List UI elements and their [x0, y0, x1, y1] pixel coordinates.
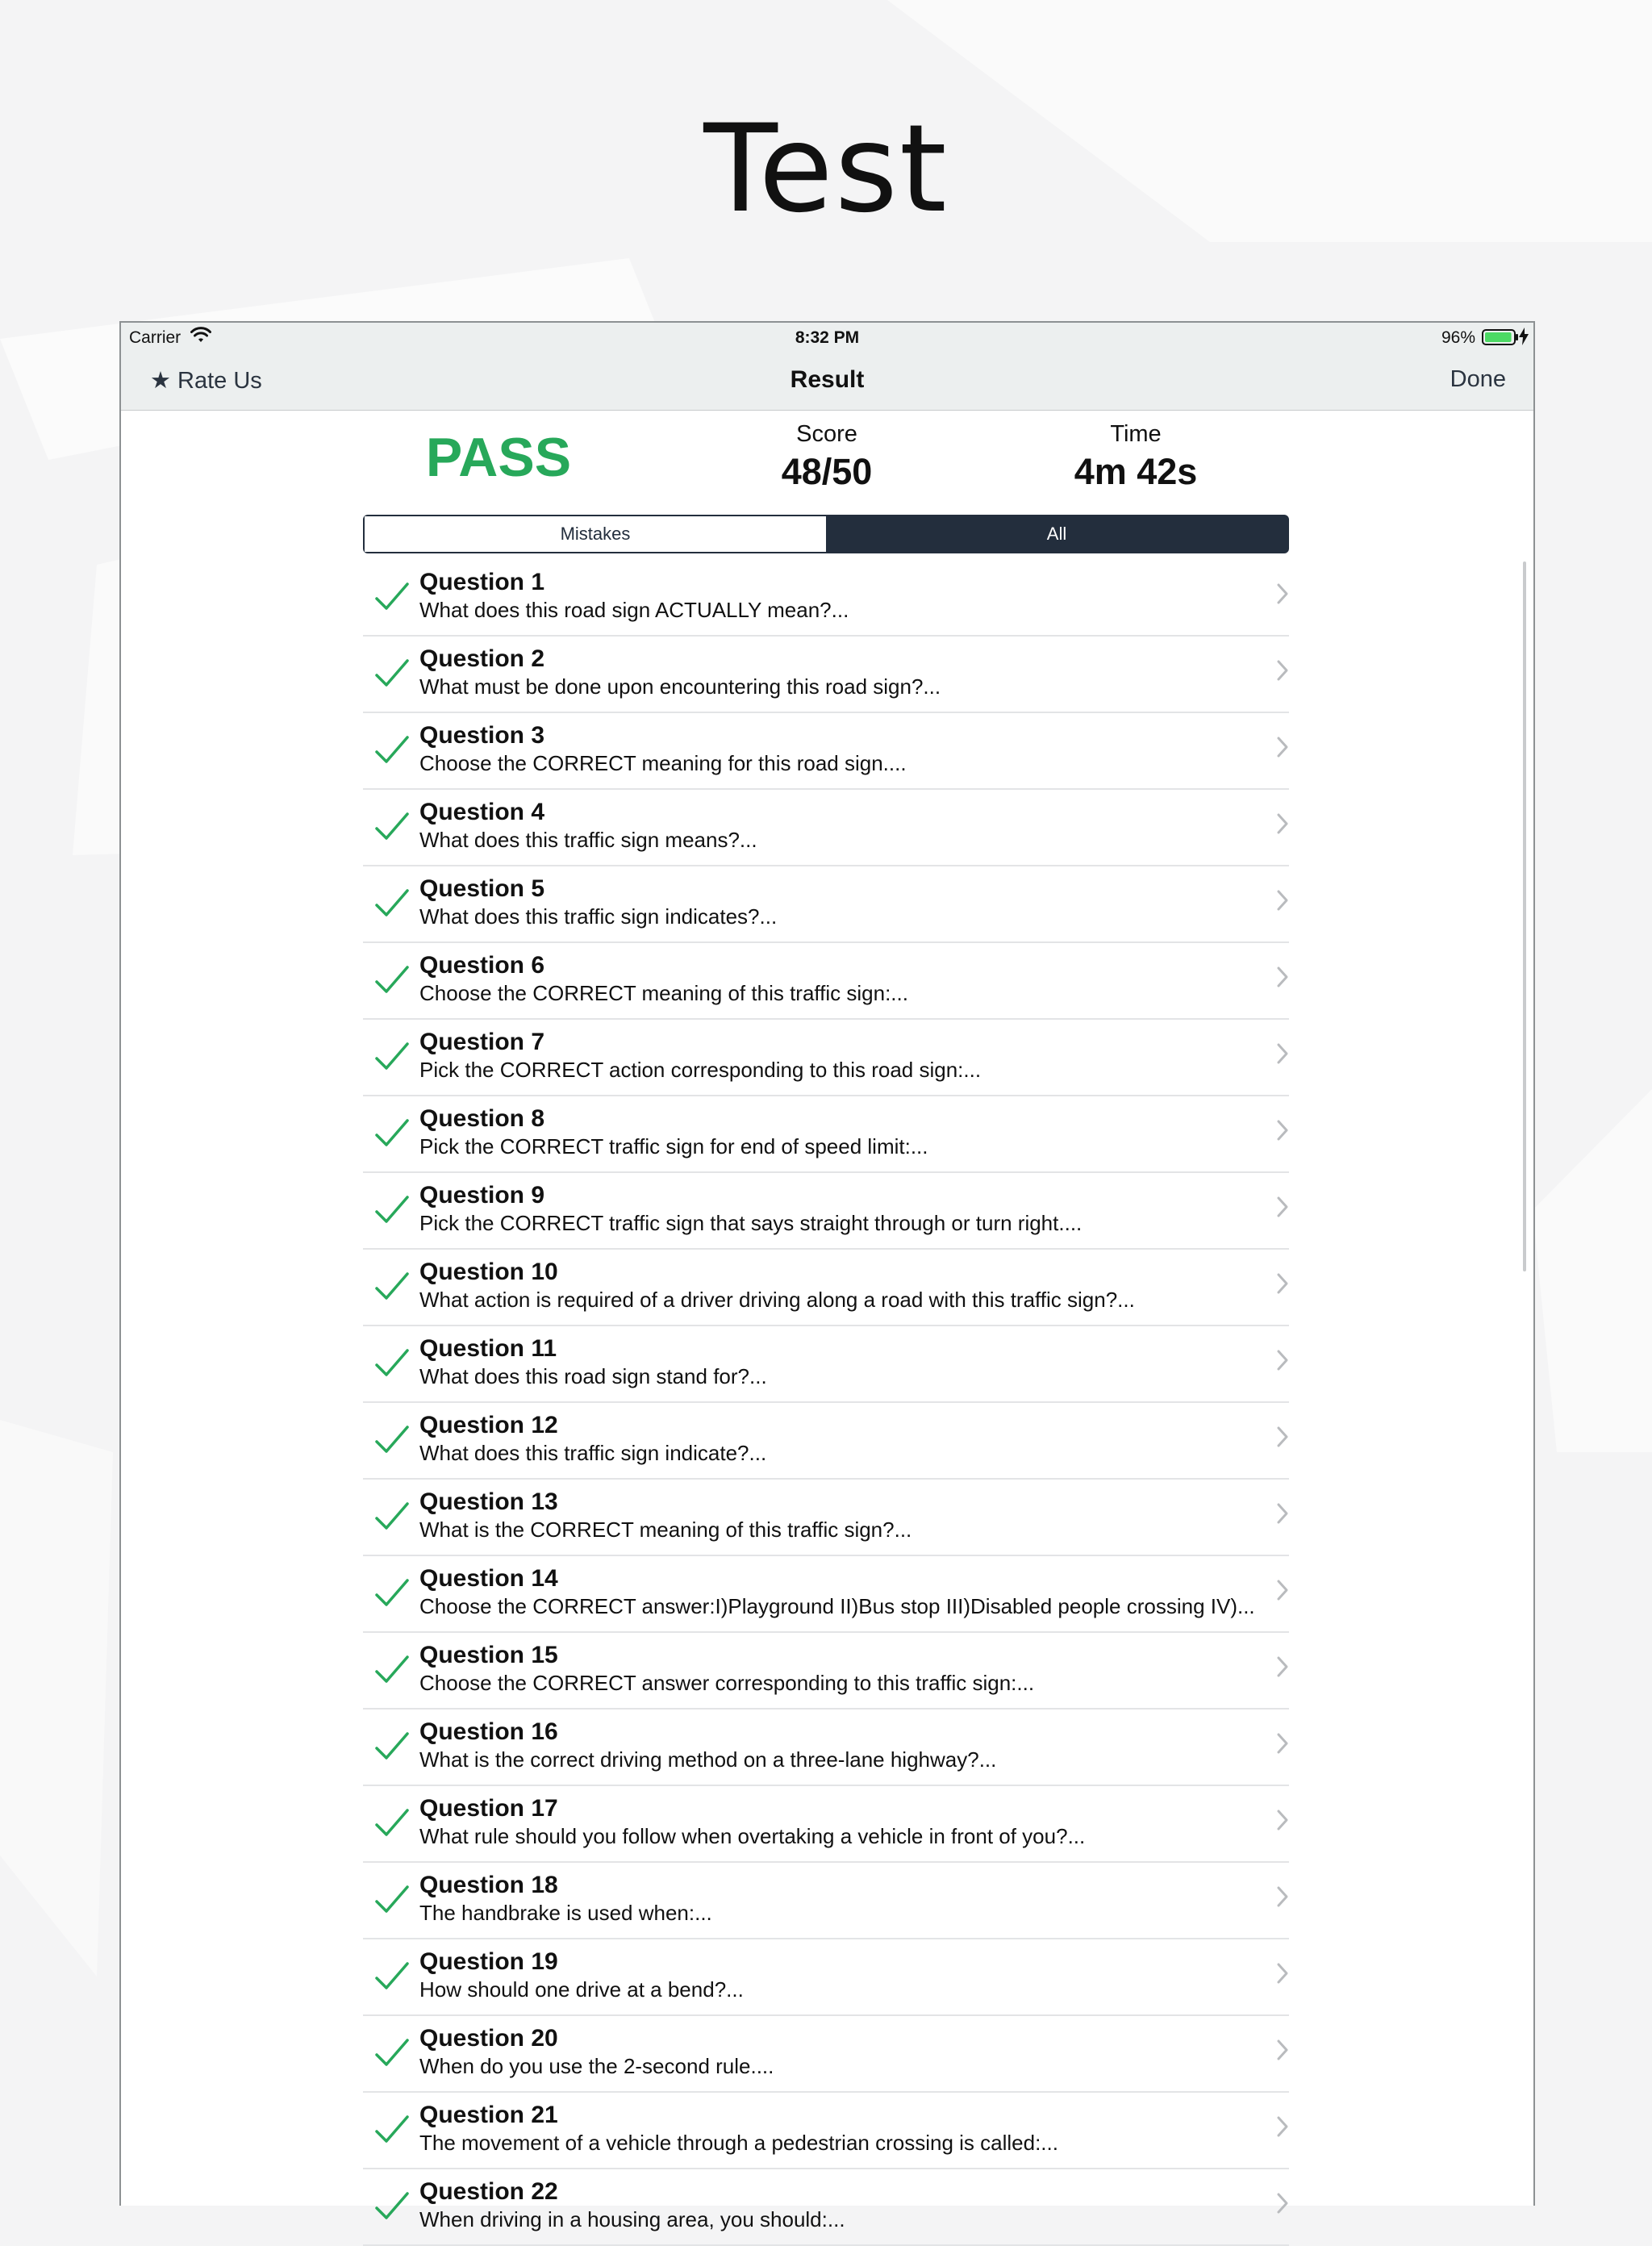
checkmark-icon — [374, 964, 410, 996]
time-value: 4m 42s — [1074, 451, 1198, 492]
checkmark-icon — [374, 1347, 410, 1380]
result-summary — [121, 410, 1533, 515]
checkmark-icon — [374, 1960, 410, 1993]
chevron-right-icon — [1276, 1426, 1289, 1448]
checkmark-icon — [374, 1424, 410, 1456]
done-button[interactable]: Done — [1450, 366, 1506, 392]
question-text: What must be done upon encountering this road sign?... — [419, 674, 941, 699]
chevron-right-icon — [1276, 659, 1289, 682]
chevron-right-icon — [1276, 889, 1289, 912]
question-text: What does this road sign stand for?... — [419, 1364, 767, 1388]
battery-icon — [1482, 329, 1519, 345]
question-text: What action is required of a driver driving along a road with this traffic sign?... — [419, 1288, 1135, 1312]
question-text: What does this traffic sign indicates?... — [419, 904, 778, 929]
checkmark-icon — [374, 1194, 410, 1226]
device-screen — [119, 321, 1535, 2231]
tab-mistakes[interactable]: Mistakes — [365, 516, 826, 552]
checkmark-icon — [374, 1807, 410, 1839]
question-row[interactable] — [363, 1403, 1289, 1480]
scrollbar[interactable] — [1523, 562, 1526, 1271]
question-row[interactable] — [363, 637, 1289, 713]
carrier-label: Carrier — [129, 328, 181, 347]
checkmark-icon — [374, 1730, 410, 1763]
question-text: Pick the CORRECT action corresponding to this road sign:... — [419, 1058, 982, 1082]
question-title: Question 16 — [419, 1718, 558, 1745]
tab-all[interactable]: All — [826, 516, 1287, 552]
question-row[interactable] — [363, 2169, 1289, 2246]
question-row[interactable] — [363, 1326, 1289, 1403]
pass-status: PASS — [425, 427, 572, 488]
question-text: Choose the CORRECT answer corresponding to this traffic sign:... — [419, 1671, 1035, 1695]
question-text: When do you use the 2-second rule.... — [419, 2054, 774, 2078]
question-title: Question 11 — [419, 1335, 557, 1362]
question-text: What rule should you follow when overtaking a vehicle in front of you?... — [419, 1824, 1086, 1848]
checkmark-icon — [374, 811, 410, 843]
question-row[interactable] — [363, 790, 1289, 866]
question-title: Question 6 — [419, 952, 545, 979]
question-row[interactable] — [363, 1710, 1289, 1786]
checkmark-icon — [374, 887, 410, 920]
question-row[interactable] — [363, 1096, 1289, 1173]
checkmark-icon — [374, 2114, 410, 2146]
score-block — [706, 410, 948, 493]
question-row[interactable] — [363, 943, 1289, 1020]
question-row[interactable] — [363, 1556, 1289, 1633]
question-title: Question 18 — [419, 1872, 558, 1898]
nav-title: Result — [790, 366, 865, 393]
question-row[interactable] — [363, 1020, 1289, 1096]
question-text: When driving in a housing area, you should:... — [419, 2207, 845, 2231]
checkmark-icon — [374, 581, 410, 613]
checkmark-icon — [374, 658, 410, 690]
question-title: Question 10 — [419, 1259, 558, 1285]
question-row[interactable] — [363, 1173, 1289, 1250]
question-list — [363, 560, 1289, 2246]
question-title: Question 9 — [419, 1182, 545, 1209]
question-title: Question 2 — [419, 645, 545, 672]
question-row[interactable] — [363, 713, 1289, 790]
checkmark-icon — [374, 1654, 410, 1686]
chevron-right-icon — [1276, 1119, 1289, 1142]
chevron-right-icon — [1276, 1885, 1289, 1908]
chevron-right-icon — [1276, 2115, 1289, 2138]
question-row[interactable] — [363, 1939, 1289, 2016]
question-title: Question 3 — [419, 722, 545, 749]
question-row[interactable] — [363, 2016, 1289, 2093]
checkmark-icon — [374, 1577, 410, 1609]
question-title: Question 20 — [419, 2025, 558, 2052]
chevron-right-icon — [1276, 1272, 1289, 1295]
question-row[interactable] — [363, 1786, 1289, 1863]
question-row[interactable] — [363, 1480, 1289, 1556]
question-title: Question 8 — [419, 1105, 545, 1132]
question-text: The handbrake is used when:... — [419, 1901, 712, 1925]
question-title: Question 12 — [419, 1412, 558, 1438]
question-title: Question 21 — [419, 2102, 558, 2128]
question-title: Question 4 — [419, 799, 545, 825]
question-row[interactable] — [363, 1250, 1289, 1326]
chevron-right-icon — [1276, 1196, 1289, 1218]
checkmark-icon — [374, 2037, 410, 2069]
chevron-right-icon — [1276, 736, 1289, 758]
question-title: Question 1 — [419, 569, 545, 595]
chevron-right-icon — [1276, 2039, 1289, 2061]
checkmark-icon — [374, 1884, 410, 1916]
question-text: Choose the CORRECT meaning of this traffic sign:... — [419, 981, 908, 1005]
question-text: The movement of a vehicle through a pedestrian crossing is called:... — [419, 2131, 1058, 2155]
question-text: Choose the CORRECT answer:I)Playground II)Bus stop III)Disabled people crossing IV)... — [419, 1594, 1255, 1618]
status-bar — [121, 323, 1533, 352]
checkmark-icon — [374, 1117, 410, 1150]
chevron-right-icon — [1276, 1042, 1289, 1065]
question-row[interactable] — [363, 1633, 1289, 1710]
checkmark-icon — [374, 2190, 410, 2223]
question-text: What does this traffic sign indicate?... — [419, 1441, 767, 1465]
question-row[interactable] — [363, 560, 1289, 637]
filter-segmented-control — [363, 515, 1289, 553]
chevron-right-icon — [1276, 2192, 1289, 2215]
question-title: Question 5 — [419, 875, 545, 902]
question-text: What is the correct driving method on a three-lane highway?... — [419, 1747, 997, 1772]
checkmark-icon — [374, 1271, 410, 1303]
status-time: 8:32 PM — [795, 328, 860, 347]
question-text: Choose the CORRECT meaning for this road sign.... — [419, 751, 907, 775]
chevron-right-icon — [1276, 582, 1289, 605]
navigation-bar — [121, 352, 1533, 411]
checkmark-icon — [374, 1501, 410, 1533]
chevron-right-icon — [1276, 1732, 1289, 1755]
battery-percent: 96% — [1441, 328, 1475, 347]
question-row[interactable] — [363, 2093, 1289, 2169]
question-text: Pick the CORRECT traffic sign that says straight through or turn right.... — [419, 1211, 1083, 1235]
question-title: Question 15 — [419, 1642, 558, 1668]
question-text: What does this traffic sign means?... — [419, 828, 757, 852]
time-block — [1015, 410, 1257, 493]
question-text: What does this road sign ACTUALLY mean?... — [419, 598, 849, 622]
rate-us-button[interactable]: ★ Rate Us — [150, 368, 262, 394]
checkmark-icon — [374, 734, 410, 766]
question-title: Question 17 — [419, 1795, 558, 1822]
score-label: Score — [796, 421, 857, 447]
checkmark-icon — [374, 1041, 410, 1073]
charging-bolt-icon — [1519, 328, 1529, 345]
question-title: Question 7 — [419, 1029, 545, 1055]
chevron-right-icon — [1276, 966, 1289, 988]
question-text: How should one drive at a bend?... — [419, 1977, 744, 2002]
score-value: 48/50 — [781, 451, 873, 492]
chevron-right-icon — [1276, 1655, 1289, 1678]
question-text: Pick the CORRECT traffic sign for end of speed limit:... — [419, 1134, 928, 1158]
question-title: Question 22 — [419, 2178, 558, 2205]
chevron-right-icon — [1276, 1349, 1289, 1371]
question-title: Question 19 — [419, 1948, 558, 1975]
time-label: Time — [1110, 421, 1162, 447]
chevron-right-icon — [1276, 1809, 1289, 1831]
question-row[interactable] — [363, 1863, 1289, 1939]
page-headline: Test — [703, 99, 949, 240]
question-text: What is the CORRECT meaning of this traffic sign?... — [419, 1518, 912, 1542]
chevron-right-icon — [1276, 812, 1289, 835]
chevron-right-icon — [1276, 1962, 1289, 1985]
question-title: Question 14 — [419, 1565, 558, 1592]
question-row[interactable] — [363, 866, 1289, 943]
question-title: Question 13 — [419, 1488, 558, 1515]
chevron-right-icon — [1276, 1579, 1289, 1601]
chevron-right-icon — [1276, 1502, 1289, 1525]
